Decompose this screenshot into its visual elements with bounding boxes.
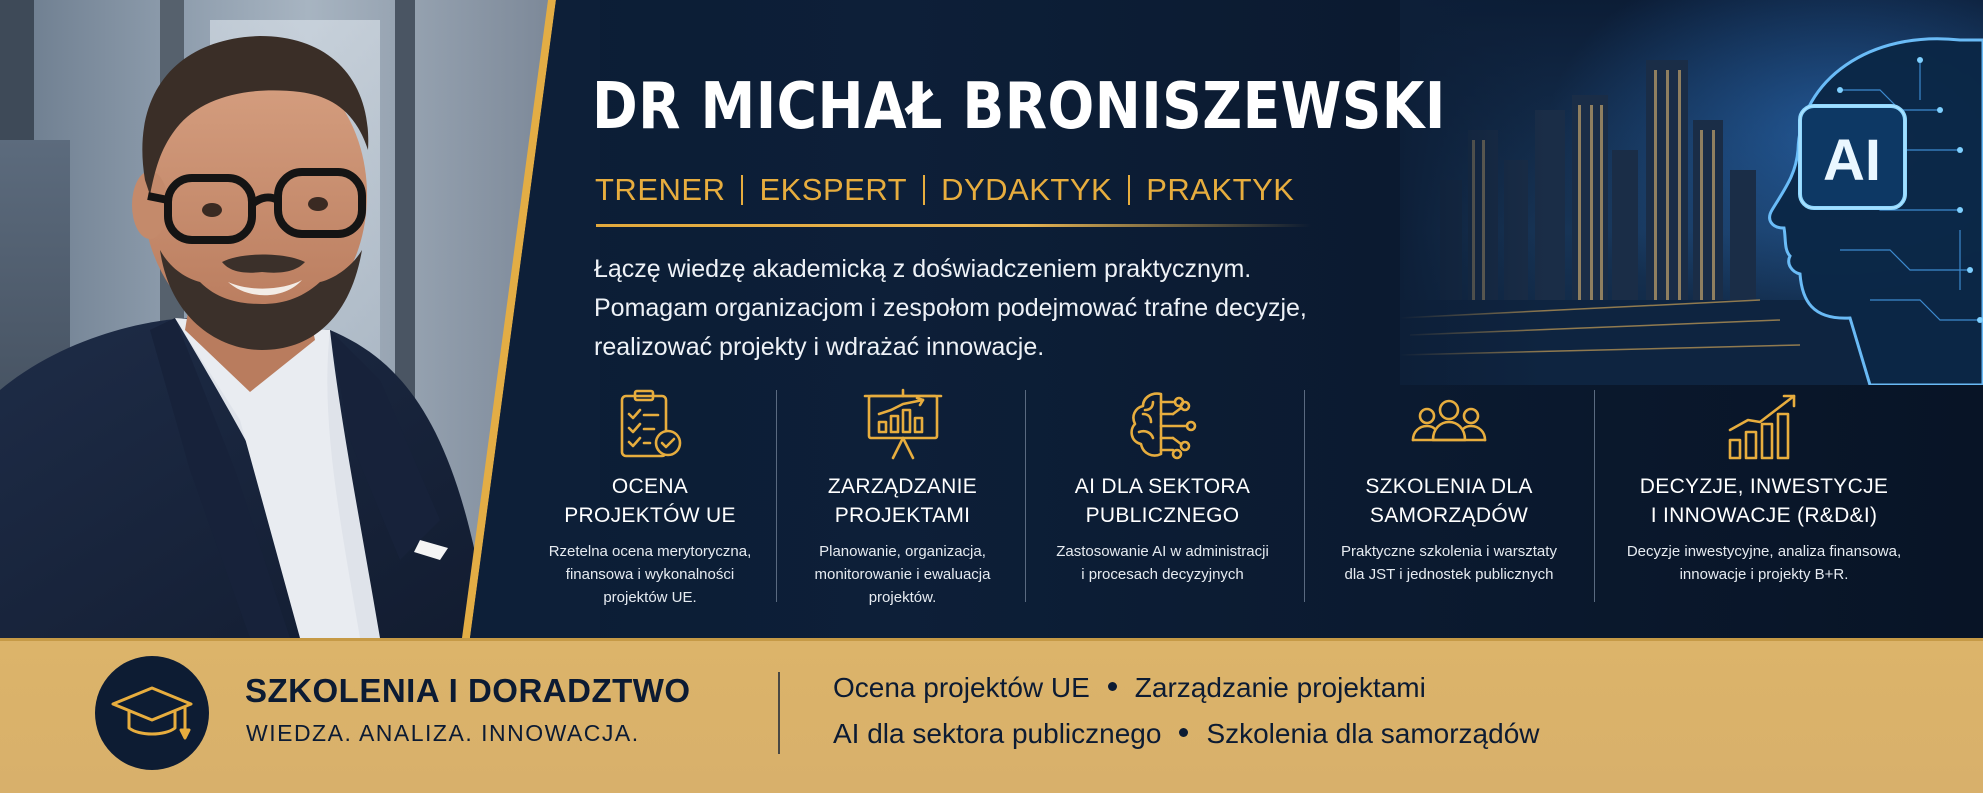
bullet-dot xyxy=(1179,728,1188,737)
feature-eu-projects xyxy=(520,388,780,606)
gold-diagonal-stripe xyxy=(0,0,600,638)
feature-ai-public-sector xyxy=(1025,388,1300,603)
ai-brain-icon xyxy=(1123,388,1203,464)
role-expert: EKSPERT xyxy=(759,172,908,207)
role-didactic: DYDAKTYK xyxy=(941,172,1113,207)
role-separator xyxy=(741,175,743,205)
footer-title: SZKOLENIA I DORADZTWO xyxy=(245,672,691,709)
intro-line: Pomagam organizacjom i zespołom podejmować trafne decyzje, xyxy=(594,294,1307,322)
feature-description: Rzetelna ocena merytoryczna, finansowa i wykonalności projektów UE. xyxy=(548,543,752,606)
services-line-1 xyxy=(833,672,1426,704)
footer-divider xyxy=(778,672,780,754)
feature-description: Decyzje inwestycyjne, analiza finansowa, innowacje i projekty B+R. xyxy=(1626,543,1902,583)
feature-description: Planowanie, organizacja, monitorowanie i ewaluacja projektów. xyxy=(814,543,991,606)
group-people-icon xyxy=(1409,388,1489,464)
features-row xyxy=(520,388,1983,608)
feature-title: AI DLA SEKTORA PUBLICZNEGO xyxy=(1074,475,1251,527)
service-item: Zarządzanie projektami xyxy=(1134,672,1426,703)
footer-badge xyxy=(95,656,209,770)
role-practitioner: PRAKTYK xyxy=(1146,172,1295,207)
service-item: Szkolenia dla samorządów xyxy=(1206,718,1540,749)
bullet-dot xyxy=(1108,682,1117,691)
feature-title: DECYZJE, INWESTYCJE I INNOWACJE (R&D&I) xyxy=(1639,475,1889,527)
services-line-2 xyxy=(833,718,1540,750)
feature-local-government-training xyxy=(1304,388,1594,603)
service-item: AI dla sektora publicznego xyxy=(833,718,1162,749)
feature-title: OCENA PROJEKTÓW UE xyxy=(564,475,736,527)
roles-line xyxy=(595,172,1294,208)
feature-title: ZARZĄDZANIE PROJEKTAMI xyxy=(827,475,978,527)
feature-title: SZKOLENIA DLA SAMORZĄDÓW xyxy=(1365,475,1533,527)
intro-line: Łączę wiedzę akademicką z doświadczeniem praktycznym. xyxy=(594,255,1252,283)
role-separator xyxy=(923,175,925,205)
presentation-chart-icon xyxy=(863,388,943,464)
feature-description: Zastosowanie AI w administracji i procesach decyzyjnych xyxy=(1056,543,1269,583)
feature-investment-innovation xyxy=(1594,388,1934,603)
role-separator xyxy=(1128,175,1130,205)
city-ai-illustration xyxy=(1400,0,1983,385)
footer-subtitle: WIEDZA. ANALIZA. INNOWACJA. xyxy=(246,720,640,746)
checklist-icon xyxy=(610,388,690,464)
feature-divider xyxy=(776,390,777,602)
feature-description: Praktyczne szkolenia i warsztaty dla JST i jednostek publicznych xyxy=(1341,543,1557,583)
growth-chart-icon xyxy=(1724,388,1804,464)
feature-project-management xyxy=(780,388,1025,606)
graduation-cap-icon xyxy=(95,656,209,770)
intro-line: realizować projekty i wdrażać innowacje. xyxy=(594,333,1045,361)
footer-top-line xyxy=(0,638,1983,641)
service-item: Ocena projektów UE xyxy=(833,672,1090,703)
gold-divider xyxy=(596,224,1311,227)
intro-text xyxy=(594,250,1474,367)
page-title: DR MICHAŁ BRONISZEWSKI xyxy=(592,70,1446,144)
footer-bar xyxy=(0,638,1983,793)
role-trainer: TRENER xyxy=(595,172,726,207)
